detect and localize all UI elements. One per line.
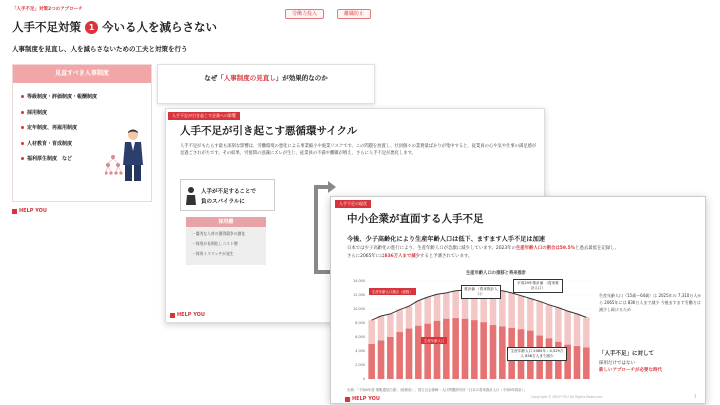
y-tick-label: 4,000 <box>355 349 365 354</box>
y-tick-label: 10,000 <box>353 307 365 312</box>
hr-system-card <box>12 64 152 202</box>
spiral-line2: 負のスパイラルに <box>201 199 245 205</box>
y-tick-label: 8,000 <box>355 321 365 326</box>
why-effective-panel <box>157 64 375 104</box>
businessman-icon <box>105 127 149 187</box>
helpyou-logo: HELP YOU <box>12 208 47 214</box>
list-item: 定年制度、再雇用制度 <box>21 124 151 131</box>
approach-body: 採用だけではない 新しいアプローチが必要な時代 <box>599 361 662 373</box>
pill-labor-input: 労働力投入 <box>285 9 324 19</box>
list-item: 等級制度・評価制度・報酬制度 <box>21 93 151 100</box>
person-icon <box>184 186 198 206</box>
bar-working-age <box>415 326 422 379</box>
negative-spiral-box <box>180 179 275 211</box>
slide2-tag: 人手不足が引き起こす企業への影響 <box>168 112 240 120</box>
labor-shortage-slide <box>330 196 706 404</box>
bar-working-age <box>574 346 581 379</box>
bar-working-age <box>490 325 497 379</box>
bar-working-age <box>499 327 506 380</box>
copyright: Copyright © HELP YOU All Rights Reserved. <box>531 395 603 399</box>
callout-2065: 生産年齢人口 2065年 : 4,529万人 836万人まで減少 <box>507 347 567 361</box>
hr-system-card-header: 見直すべき人事制度 <box>13 65 151 83</box>
page-number: 7 <box>694 394 697 399</box>
approach-heading: 「人手不足」に対して <box>599 351 655 357</box>
spiral-line1: 人手が不足することで <box>201 189 257 195</box>
section-tagline: 「人手不足」対策2つのアプローチ <box>12 7 83 12</box>
hiring-difficulty-box <box>186 217 266 265</box>
projection-note: 生産年齢人口（15歳〜64歳）は 2025年の 7,310万人から 2065年には 836万人まで減少 今後ますます労働力は減少し続けるため <box>599 293 702 312</box>
page-title <box>12 19 217 35</box>
bar-working-age <box>387 337 394 379</box>
slide3-body: 日本では少子高齢化の進行により、生産年齢人口が急激に減少しています。2023年の生産年齢人口の割合は59.5%と過去最低を記録し、 さらに2065年には836万人まで減少すると予測されています。 <box>347 246 619 259</box>
title-prefix: 人手不足対策 <box>12 20 81 34</box>
y-tick-label: 2,000 <box>355 363 365 368</box>
y-tick-label: 0 <box>362 377 365 382</box>
bar-working-age <box>368 344 375 379</box>
title-suffix: 今いる人を減らさない <box>102 20 217 34</box>
bar-working-age <box>434 321 441 379</box>
bar-working-age <box>452 318 459 379</box>
helpyou-logo: HELP YOU <box>345 396 380 402</box>
slide3-title: 中小企業が直面する人手不足 <box>347 213 484 225</box>
list-item: ・優秀な人材の獲得競争の激化 <box>192 231 246 236</box>
slide3-tag: 人手不足の現状 <box>335 200 371 208</box>
title-number-badge: 1 <box>85 21 98 34</box>
bar-working-age <box>378 341 385 380</box>
legend-working-age: 生産年齢人口 <box>421 337 447 344</box>
bar-working-age <box>443 319 450 379</box>
list-item: 福利厚生制度 など <box>21 155 151 162</box>
y-tick-label: 14,000 <box>353 279 365 284</box>
bar-working-age <box>471 320 478 379</box>
list-item: 人材教育・育成制度 <box>21 140 151 147</box>
bar-working-age <box>583 348 590 380</box>
bar-working-age <box>480 322 487 379</box>
slide3-subheading: 今後、少子高齢化により生産年齢人口は低下、ますます人手不足は加速 <box>347 236 545 243</box>
list-item: 採用制度 <box>21 109 151 116</box>
helpyou-logo: HELP YOU <box>170 312 205 318</box>
callout-estimate: 推計値 （将来推計人口） <box>461 285 501 299</box>
bar-working-age <box>424 324 431 379</box>
bar-working-age <box>406 329 413 379</box>
slide2-title: 人手不足が引き起こす悪循環サイクル <box>180 125 358 137</box>
pill-retention: 離職防止 <box>337 9 371 19</box>
hiring-difficulty-header: 採用難 <box>186 217 266 227</box>
y-tick-label: 6,000 <box>355 335 365 340</box>
source-footnote: 出典：「令和4年度 情報通信白書」（総務省）、国立社会保障・人口問題研究所「日本の将来推計人口（令和5年推計）」 <box>347 388 527 392</box>
legend-total-ratio: 生産年齢人口割合（総数） <box>369 288 416 295</box>
bar-working-age <box>396 332 403 379</box>
list-item: ・採用が長期化しコスト増 <box>192 241 238 246</box>
slide2-body: 人手不足がもたらす最も深刻な影響は、労働環境の悪化による事業縮小や廃業リスクです。この問題を放置し、社員個々の業務量ばかりが集中すると、従業員の心や気や仕事の満足感が見過ごされがちです。その結果、労使間の意識にズレが生じ、従業員の不満や離職が増え、さらに人手不足が悪化します。 <box>180 144 537 156</box>
why-effective-title: なぜ「人事制度の見直し」が効果的なのか <box>204 74 328 82</box>
page-subtitle: 人事制度を見直し、人を減らさないための工夫と対策を行う <box>12 45 188 53</box>
callout-projection: 平成29年推計値 （将来推計人口） <box>513 279 563 293</box>
bar-working-age <box>462 319 469 379</box>
list-item: ・採用ミスマッチが発生 <box>192 251 234 256</box>
y-tick-label: 12,000 <box>353 293 365 298</box>
chart-title: 生産年齢人口の推移と将来推計 <box>466 271 527 276</box>
